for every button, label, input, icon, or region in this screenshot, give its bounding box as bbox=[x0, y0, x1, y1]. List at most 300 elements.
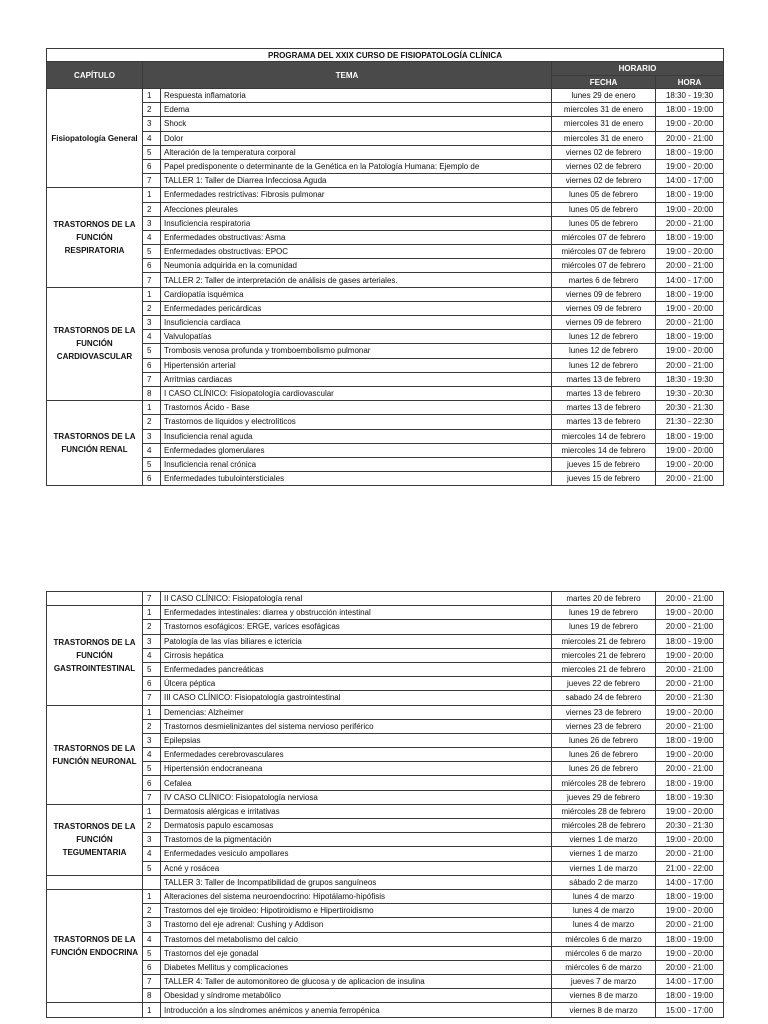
topic-cell: Enfermedades cerebrovasculares bbox=[161, 748, 552, 762]
table-row bbox=[47, 472, 724, 486]
row-number: 3 bbox=[143, 634, 161, 648]
time-cell: 18:00 - 19:00 bbox=[656, 989, 724, 1003]
table-row bbox=[47, 1003, 724, 1017]
row-number: 3 bbox=[143, 316, 161, 330]
date-cell: jueves 29 de febrero bbox=[552, 790, 656, 804]
table-row bbox=[47, 620, 724, 634]
time-cell: 19:00 - 20:00 bbox=[656, 748, 724, 762]
topic-cell: Enfermedades intestinales: diarrea y obstrucción intestinal bbox=[161, 606, 552, 620]
topic-cell: Enfermedades pancreáticas bbox=[161, 662, 552, 676]
topic-cell: Dermatosis alérgicas e irritativas bbox=[161, 804, 552, 818]
row-number: 1 bbox=[143, 401, 161, 415]
table-row bbox=[47, 733, 724, 747]
date-cell: miércoles 6 de marzo bbox=[552, 960, 656, 974]
row-number: 3 bbox=[143, 429, 161, 443]
date-cell: lunes 4 de marzo bbox=[552, 904, 656, 918]
time-cell: 18:00 - 19:00 bbox=[656, 429, 724, 443]
topic-cell: I CASO CLÍNICO: Fisiopatología cardiovascular bbox=[161, 386, 552, 400]
time-cell: 19:00 - 20:00 bbox=[656, 202, 724, 216]
row-number: 8 bbox=[143, 386, 161, 400]
row-number: 7 bbox=[143, 372, 161, 386]
row-number: 1 bbox=[143, 606, 161, 620]
date-cell: viernes 09 de febrero bbox=[552, 316, 656, 330]
time-cell: 18:00 - 19:00 bbox=[656, 634, 724, 648]
row-number: 1 bbox=[143, 287, 161, 301]
topic-cell: Trastornos del eje gonadal bbox=[161, 946, 552, 960]
table-row bbox=[47, 103, 724, 117]
table-row bbox=[47, 358, 724, 372]
table-row bbox=[47, 273, 724, 287]
chapter-cell: TRASTORNOS DE LA FUNCIÓN CARDIOVASCULAR bbox=[47, 287, 143, 401]
header-row bbox=[47, 62, 724, 76]
topic-cell: Papel predisponente o determinante de la Genética en la Patología Humana: Ejemplo de bbox=[161, 159, 552, 173]
row-number: 7 bbox=[143, 691, 161, 705]
row-number: 6 bbox=[143, 960, 161, 974]
row-number: 2 bbox=[143, 819, 161, 833]
time-cell: 20:00 - 21:00 bbox=[656, 259, 724, 273]
date-cell: jueves 7 de marzo bbox=[552, 975, 656, 989]
row-number: 4 bbox=[143, 748, 161, 762]
topic-cell: Respuesta inflamatoria bbox=[161, 89, 552, 103]
date-cell: miercoles 21 de febrero bbox=[552, 634, 656, 648]
topic-cell: Dermatosis papulo escamosas bbox=[161, 819, 552, 833]
time-cell: 19:00 - 20:00 bbox=[656, 833, 724, 847]
topic-cell: Trastornos del eje tiroideo: Hipotiroidismo e Hipertiroidismo bbox=[161, 904, 552, 918]
table-row bbox=[47, 443, 724, 457]
topic-cell: TALLER 2: Taller de interpretación de análisis de gases arteriales. bbox=[161, 273, 552, 287]
date-cell: miércoles 07 de febrero bbox=[552, 230, 656, 244]
topic-cell: II CASO CLÍNICO: Fisiopatología renal bbox=[161, 592, 552, 606]
row-number: 1 bbox=[143, 1003, 161, 1017]
date-cell: martes 13 de febrero bbox=[552, 415, 656, 429]
row-number: 7 bbox=[143, 975, 161, 989]
table-row bbox=[47, 202, 724, 216]
topic-cell: Neumonía adquirida en la comunidad bbox=[161, 259, 552, 273]
topic-cell: Enfermedades vesiculo ampollares bbox=[161, 847, 552, 861]
topic-cell: Alteraciones del sistema neuroendocrino: Hipotálamo-hipófisis bbox=[161, 889, 552, 903]
topic-cell: Alteración de la temperatura corporal bbox=[161, 145, 552, 159]
table-row bbox=[47, 386, 724, 400]
date-cell: lunes 12 de febrero bbox=[552, 358, 656, 372]
row-number: 7 bbox=[143, 592, 161, 606]
date-cell: lunes 26 de febrero bbox=[552, 748, 656, 762]
row-number: 3 bbox=[143, 733, 161, 747]
date-cell: viernes 09 de febrero bbox=[552, 287, 656, 301]
row-number: 2 bbox=[143, 103, 161, 117]
table-row bbox=[47, 117, 724, 131]
table-row bbox=[47, 287, 724, 301]
table-row bbox=[47, 188, 724, 202]
time-cell: 19:00 - 20:00 bbox=[656, 648, 724, 662]
topic-cell: Insuficiencia cardiaca bbox=[161, 316, 552, 330]
table-row bbox=[47, 662, 724, 676]
row-number: 6 bbox=[143, 159, 161, 173]
table-row bbox=[47, 606, 724, 620]
header-horario: HORARIO bbox=[552, 62, 724, 76]
table-row bbox=[47, 159, 724, 173]
chapter-cell: TRASTORNOS DE LA FUNCIÓN ENDOCRINA bbox=[47, 889, 143, 1003]
row-number: 5 bbox=[143, 245, 161, 259]
date-cell: miércoles 07 de febrero bbox=[552, 245, 656, 259]
row-number: 5 bbox=[143, 344, 161, 358]
table-row bbox=[47, 634, 724, 648]
topic-cell: TALLER 1: Taller de Diarrea Infecciosa Aguda bbox=[161, 174, 552, 188]
date-cell: jueves 15 de febrero bbox=[552, 457, 656, 471]
table-row bbox=[47, 174, 724, 188]
table-row bbox=[47, 330, 724, 344]
topic-cell: Cardiopatía isquémica bbox=[161, 287, 552, 301]
row-number: 4 bbox=[143, 330, 161, 344]
topic-cell: Insuficiencia renal crónica bbox=[161, 457, 552, 471]
time-cell: 20:30 - 21:30 bbox=[656, 401, 724, 415]
table-row bbox=[47, 372, 724, 386]
date-cell: miércoles 28 de febrero bbox=[552, 776, 656, 790]
topic-cell: Valvulopatías bbox=[161, 330, 552, 344]
topic-cell: Cirrosis hepática bbox=[161, 648, 552, 662]
table-row bbox=[47, 975, 724, 989]
table-row bbox=[47, 705, 724, 719]
time-cell: 20:00 - 21:00 bbox=[656, 472, 724, 486]
time-cell: 18:00 - 19:00 bbox=[656, 287, 724, 301]
header-tema: TEMA bbox=[143, 62, 552, 89]
topic-cell: Úlcera péptica bbox=[161, 677, 552, 691]
time-cell: 18:30 - 19:30 bbox=[656, 89, 724, 103]
row-number: 5 bbox=[143, 861, 161, 875]
row-number: 4 bbox=[143, 648, 161, 662]
time-cell: 14:00 - 17:00 bbox=[656, 174, 724, 188]
topic-cell: Insuficiencia renal aguda bbox=[161, 429, 552, 443]
document-title: PROGRAMA DEL XXIX CURSO DE FISIOPATOLOGÍA CLÍNICA bbox=[47, 49, 724, 62]
row-number: 4 bbox=[143, 932, 161, 946]
date-cell: viernes 1 de marzo bbox=[552, 861, 656, 875]
topic-cell: Patología de las vías biliares e ictericia bbox=[161, 634, 552, 648]
topic-cell: Hipertensión arterial bbox=[161, 358, 552, 372]
date-cell: miercoles 31 de enero bbox=[552, 117, 656, 131]
time-cell: 19:00 - 20:00 bbox=[656, 705, 724, 719]
topic-cell: Hipertensión endocraneana bbox=[161, 762, 552, 776]
date-cell: miércoles 07 de febrero bbox=[552, 259, 656, 273]
table-row bbox=[47, 245, 724, 259]
row-number: 6 bbox=[143, 472, 161, 486]
topic-cell: Trastornos del metabolismo del calcio bbox=[161, 932, 552, 946]
time-cell: 14:00 - 17:00 bbox=[656, 875, 724, 889]
time-cell: 19:00 - 20:00 bbox=[656, 946, 724, 960]
topic-cell: TALLER 3: Taller de Incompatibilidad de grupos sanguíneos bbox=[161, 875, 552, 889]
table-row bbox=[47, 889, 724, 903]
topic-cell: Obesidad y síndrome metabólico bbox=[161, 989, 552, 1003]
date-cell: viernes 02 de febrero bbox=[552, 145, 656, 159]
date-cell: sábado 2 de marzo bbox=[552, 875, 656, 889]
chapter-cell: TRASTORNOS DE LA FUNCIÓN NEURONAL bbox=[47, 705, 143, 804]
time-cell: 19:00 - 20:00 bbox=[656, 117, 724, 131]
title-row bbox=[47, 49, 724, 62]
row-number: 5 bbox=[143, 762, 161, 776]
time-cell: 20:00 - 21:00 bbox=[656, 847, 724, 861]
date-cell: miércoles 28 de febrero bbox=[552, 804, 656, 818]
table-row bbox=[47, 216, 724, 230]
table-row bbox=[47, 904, 724, 918]
table-row bbox=[47, 819, 724, 833]
time-cell: 20:00 - 21:00 bbox=[656, 620, 724, 634]
chapter-cell bbox=[47, 1003, 143, 1017]
time-cell: 19:00 - 20:00 bbox=[656, 457, 724, 471]
date-cell: lunes 05 de febrero bbox=[552, 202, 656, 216]
topic-cell: IV CASO CLÍNICO: Fisiopatología nerviosa bbox=[161, 790, 552, 804]
date-cell: lunes 12 de febrero bbox=[552, 330, 656, 344]
time-cell: 20:00 - 21:00 bbox=[656, 719, 724, 733]
table-row bbox=[47, 429, 724, 443]
header-hora: HORA bbox=[656, 76, 724, 89]
date-cell: lunes 4 de marzo bbox=[552, 918, 656, 932]
date-cell: martes 20 de febrero bbox=[552, 592, 656, 606]
time-cell: 20:00 - 21:00 bbox=[656, 662, 724, 676]
topic-cell: Enfermedades pericárdicas bbox=[161, 301, 552, 315]
row-number: 5 bbox=[143, 145, 161, 159]
date-cell: viernes 8 de marzo bbox=[552, 989, 656, 1003]
row-number: 6 bbox=[143, 358, 161, 372]
table-row bbox=[47, 847, 724, 861]
time-cell: 20:30 - 21:30 bbox=[656, 819, 724, 833]
row-number: 3 bbox=[143, 918, 161, 932]
table-row bbox=[47, 648, 724, 662]
table-row bbox=[47, 932, 724, 946]
schedule-table-page-2 bbox=[46, 591, 724, 1018]
table-row bbox=[47, 301, 724, 315]
chapter-cell: TRASTORNOS DE LA FUNCIÓN RENAL bbox=[47, 401, 143, 486]
date-cell: jueves 15 de febrero bbox=[552, 472, 656, 486]
row-number: 5 bbox=[143, 946, 161, 960]
date-cell: martes 13 de febrero bbox=[552, 386, 656, 400]
time-cell: 18:00 - 19:00 bbox=[656, 188, 724, 202]
row-number: 7 bbox=[143, 790, 161, 804]
row-number: 8 bbox=[143, 989, 161, 1003]
time-cell: 18:00 - 19:00 bbox=[656, 145, 724, 159]
topic-cell: Dolor bbox=[161, 131, 552, 145]
table-row bbox=[47, 131, 724, 145]
row-number: 2 bbox=[143, 301, 161, 315]
row-number: 4 bbox=[143, 230, 161, 244]
time-cell: 20:00 - 21:00 bbox=[656, 358, 724, 372]
date-cell: martes 6 de febrero bbox=[552, 273, 656, 287]
date-cell: miercoles 14 de febrero bbox=[552, 443, 656, 457]
topic-cell: Enfermedades obstructivas: Asma bbox=[161, 230, 552, 244]
date-cell: lunes 26 de febrero bbox=[552, 733, 656, 747]
row-number: 2 bbox=[143, 202, 161, 216]
time-cell: 20:00 - 21:00 bbox=[656, 316, 724, 330]
time-cell: 19:00 - 20:00 bbox=[656, 344, 724, 358]
row-number: 4 bbox=[143, 131, 161, 145]
row-number: 5 bbox=[143, 457, 161, 471]
table-row bbox=[47, 989, 724, 1003]
topic-cell: Trastorno del eje adrenal: Cushing y Addison bbox=[161, 918, 552, 932]
time-cell: 14:00 - 17:00 bbox=[656, 273, 724, 287]
chapter-cell: TRASTORNOS DE LA FUNCIÓN RESPIRATORIA bbox=[47, 188, 143, 287]
table-row bbox=[47, 960, 724, 974]
time-cell: 20:00 - 21:00 bbox=[656, 918, 724, 932]
topic-cell: Arritmias cardiacas bbox=[161, 372, 552, 386]
topic-cell: TALLER 4: Taller de automonitoreo de glucosa y de aplicacion de insulina bbox=[161, 975, 552, 989]
header-capitulo: CAPÍTULO bbox=[47, 62, 143, 89]
topic-cell: Acné y rosácea bbox=[161, 861, 552, 875]
date-cell: miercoles 21 de febrero bbox=[552, 662, 656, 676]
date-cell: lunes 19 de febrero bbox=[552, 606, 656, 620]
table-row bbox=[47, 344, 724, 358]
time-cell: 18:00 - 19:00 bbox=[656, 733, 724, 747]
date-cell: viernes 1 de marzo bbox=[552, 847, 656, 861]
time-cell: 20:00 - 21:30 bbox=[656, 691, 724, 705]
date-cell: viernes 02 de febrero bbox=[552, 174, 656, 188]
table-row bbox=[47, 592, 724, 606]
time-cell: 14:00 - 17:00 bbox=[656, 975, 724, 989]
topic-cell: Introducción a los síndromes anémicos y anemia ferropénica bbox=[161, 1003, 552, 1017]
time-cell: 19:00 - 20:00 bbox=[656, 159, 724, 173]
time-cell: 19:00 - 20:00 bbox=[656, 804, 724, 818]
chapter-cell: TRASTORNOS DE LA FUNCIÓN GASTROINTESTINAL bbox=[47, 606, 143, 705]
time-cell: 19:00 - 20:00 bbox=[656, 904, 724, 918]
date-cell: viernes 23 de febrero bbox=[552, 705, 656, 719]
date-cell: lunes 26 de febrero bbox=[552, 762, 656, 776]
topic-cell: Enfermedades glomerulares bbox=[161, 443, 552, 457]
topic-cell: Trastornos desmielinizantes del sistema nervioso periférico bbox=[161, 719, 552, 733]
date-cell: lunes 05 de febrero bbox=[552, 188, 656, 202]
time-cell: 18:00 - 19:00 bbox=[656, 932, 724, 946]
table-row bbox=[47, 748, 724, 762]
time-cell: 20:00 - 21:00 bbox=[656, 762, 724, 776]
table-row bbox=[47, 457, 724, 471]
topic-cell: Trombosis venosa profunda y tromboembolismo pulmonar bbox=[161, 344, 552, 358]
table-row bbox=[47, 719, 724, 733]
time-cell: 19:00 - 20:00 bbox=[656, 301, 724, 315]
time-cell: 18:00 - 19:00 bbox=[656, 776, 724, 790]
date-cell: lunes 29 de enero bbox=[552, 89, 656, 103]
time-cell: 20:00 - 21:00 bbox=[656, 677, 724, 691]
time-cell: 20:00 - 21:00 bbox=[656, 960, 724, 974]
table-row bbox=[47, 677, 724, 691]
row-number: 2 bbox=[143, 719, 161, 733]
date-cell: lunes 4 de marzo bbox=[552, 889, 656, 903]
row-number: 6 bbox=[143, 259, 161, 273]
time-cell: 18:00 - 19:00 bbox=[656, 230, 724, 244]
time-cell: 18:00 - 19:00 bbox=[656, 103, 724, 117]
row-number: 1 bbox=[143, 889, 161, 903]
time-cell: 18:00 - 19:30 bbox=[656, 790, 724, 804]
topic-cell: III CASO CLÍNICO: Fisiopatología gastrointestinal bbox=[161, 691, 552, 705]
row-number: 1 bbox=[143, 89, 161, 103]
table-row bbox=[47, 89, 724, 103]
time-cell: 21:00 - 22:00 bbox=[656, 861, 724, 875]
row-number: 2 bbox=[143, 904, 161, 918]
table-row bbox=[47, 762, 724, 776]
topic-cell: Afecciones pleurales bbox=[161, 202, 552, 216]
table-row bbox=[47, 875, 724, 889]
time-cell: 18:00 - 19:00 bbox=[656, 330, 724, 344]
time-cell: 20:00 - 21:00 bbox=[656, 216, 724, 230]
time-cell: 20:00 - 21:00 bbox=[656, 131, 724, 145]
time-cell: 20:00 - 21:00 bbox=[656, 592, 724, 606]
date-cell: sabado 24 de febrero bbox=[552, 691, 656, 705]
table-row bbox=[47, 790, 724, 804]
topic-cell: Trastornos Ácido - Base bbox=[161, 401, 552, 415]
table-row bbox=[47, 918, 724, 932]
row-number: 3 bbox=[143, 117, 161, 131]
row-number bbox=[143, 875, 161, 889]
row-number: 5 bbox=[143, 662, 161, 676]
table-row bbox=[47, 401, 724, 415]
header-fecha: FECHA bbox=[552, 76, 656, 89]
row-number: 3 bbox=[143, 833, 161, 847]
time-cell: 19:00 - 20:00 bbox=[656, 245, 724, 259]
row-number: 7 bbox=[143, 273, 161, 287]
time-cell: 15:00 - 17:00 bbox=[656, 1003, 724, 1017]
date-cell: miércoles 28 de febrero bbox=[552, 819, 656, 833]
topic-cell: Demencias: Alzheimer bbox=[161, 705, 552, 719]
topic-cell: Trastornos de la pigmentación bbox=[161, 833, 552, 847]
topic-cell: Trastornos esofágicos: ERGE, varices esofágicas bbox=[161, 620, 552, 634]
row-number: 6 bbox=[143, 776, 161, 790]
chapter-cell: Fisiopatología General bbox=[47, 89, 143, 188]
date-cell: miércoles 6 de marzo bbox=[552, 946, 656, 960]
row-number: 2 bbox=[143, 415, 161, 429]
time-cell: 19:00 - 20:00 bbox=[656, 443, 724, 457]
topic-cell: Epilepsias bbox=[161, 733, 552, 747]
chapter-cell bbox=[47, 875, 143, 889]
date-cell: miércoles 6 de marzo bbox=[552, 932, 656, 946]
row-number: 3 bbox=[143, 216, 161, 230]
time-cell: 21:30 - 22:30 bbox=[656, 415, 724, 429]
table-row bbox=[47, 861, 724, 875]
table-row bbox=[47, 415, 724, 429]
topic-cell: Cefalea bbox=[161, 776, 552, 790]
table-row bbox=[47, 804, 724, 818]
date-cell: viernes 09 de febrero bbox=[552, 301, 656, 315]
topic-cell: Enfermedades tubulointersticiales bbox=[161, 472, 552, 486]
chapter-cell bbox=[47, 592, 143, 606]
table-row bbox=[47, 259, 724, 273]
row-number: 6 bbox=[143, 677, 161, 691]
topic-cell: Diabetes Mellitus y complicaciones bbox=[161, 960, 552, 974]
date-cell: jueves 22 de febrero bbox=[552, 677, 656, 691]
row-number: 1 bbox=[143, 705, 161, 719]
topic-cell: Trastornos de líquidos y electrolíticos bbox=[161, 415, 552, 429]
row-number: 2 bbox=[143, 620, 161, 634]
chapter-cell: TRASTORNOS DE LA FUNCIÓN TEGUMENTARIA bbox=[47, 804, 143, 875]
date-cell: martes 13 de febrero bbox=[552, 401, 656, 415]
row-number: 4 bbox=[143, 443, 161, 457]
schedule-table-page-1 bbox=[46, 48, 724, 486]
row-number: 1 bbox=[143, 188, 161, 202]
table-row bbox=[47, 776, 724, 790]
topic-cell: Edema bbox=[161, 103, 552, 117]
date-cell: miercoles 21 de febrero bbox=[552, 648, 656, 662]
topic-cell: Shock bbox=[161, 117, 552, 131]
table-row bbox=[47, 316, 724, 330]
table-row bbox=[47, 145, 724, 159]
time-cell: 18:00 - 19:00 bbox=[656, 889, 724, 903]
date-cell: miercoles 31 de enero bbox=[552, 103, 656, 117]
table-row bbox=[47, 230, 724, 244]
table-row bbox=[47, 833, 724, 847]
table-row bbox=[47, 946, 724, 960]
date-cell: viernes 23 de febrero bbox=[552, 719, 656, 733]
row-number: 1 bbox=[143, 804, 161, 818]
date-cell: viernes 02 de febrero bbox=[552, 159, 656, 173]
date-cell: viernes 1 de marzo bbox=[552, 833, 656, 847]
time-cell: 19:00 - 20:00 bbox=[656, 606, 724, 620]
date-cell: miercoles 31 de enero bbox=[552, 131, 656, 145]
topic-cell: Enfermedades obstructivas: EPOC bbox=[161, 245, 552, 259]
time-cell: 19:30 - 20:30 bbox=[656, 386, 724, 400]
date-cell: lunes 12 de febrero bbox=[552, 344, 656, 358]
